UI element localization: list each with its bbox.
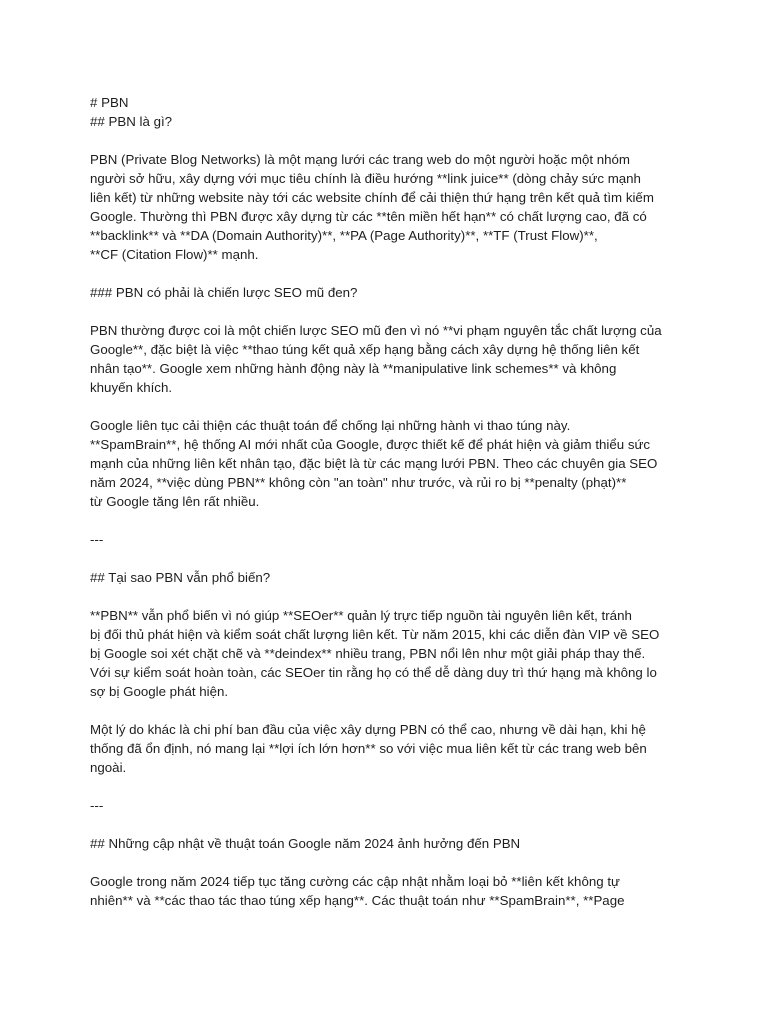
blank-line xyxy=(90,777,690,796)
blank-line xyxy=(90,701,690,720)
text-line: bị đối thủ phát hiện và kiểm soát chất lượng liên kết. Từ năm 2015, khi các diễn đàn VIP về SEO xyxy=(90,627,660,642)
heading-1: # PBN xyxy=(90,95,129,110)
text-line: nhiên** và **các thao tác thao túng xếp hạng**. Các thuật toán như **SpamBrain**, **Page xyxy=(90,893,625,908)
blank-line xyxy=(90,131,690,150)
text-line: Google trong năm 2024 tiếp tục tăng cường các cập nhật nhằm loại bỏ **liên kết không tự xyxy=(90,874,620,889)
text-line: Google. Thường thì PBN được xây dựng từ các **tên miền hết hạn** có chất lượng cao, đã có xyxy=(90,209,647,224)
text-line: **PBN** vẫn phổ biến vì nó giúp **SEOer** quản lý trực tiếp nguồn tài nguyên liên kết, tránh xyxy=(90,608,632,623)
text-line: năm 2024, **việc dùng PBN** không còn "an toàn" như trước, và rủi ro bị **penalty (phạt)** xyxy=(90,475,627,490)
text-line: từ Google tăng lên rất nhiều. xyxy=(90,494,260,509)
text-line: mạnh của những liên kết nhân tạo, đặc biệt là từ các mạng lưới PBN. Theo các chuyên gia SEO xyxy=(90,456,658,471)
text-line: khuyến khích. xyxy=(90,380,173,395)
blank-line xyxy=(90,397,690,416)
text-line: liên kết) từ những website này tới các website chính để cải thiện thứ hạng trên kết quả tìm kiếm xyxy=(90,190,654,205)
text-line: thống đã ổn định, nó mang lại **lợi ích lớn hơn** so với việc mua liên kết từ các trang web bên xyxy=(90,741,647,756)
text-line: Một lý do khác là chi phí ban đầu của việc xây dựng PBN có thể cao, nhưng về dài hạn, khi hệ xyxy=(90,722,646,737)
document-page xyxy=(90,93,690,910)
blank-line xyxy=(90,549,690,568)
blank-line xyxy=(90,511,690,530)
blank-line xyxy=(90,815,690,834)
text-line: **CF (Citation Flow)** mạnh. xyxy=(90,247,259,262)
text-line: Với sự kiểm soát hoàn toàn, các SEOer tin rằng họ có thể dễ dàng duy trì thứ hạng mà không lo xyxy=(90,665,657,680)
text-line: **backlink** và **DA (Domain Authority)**, **PA (Page Authority)**, **TF (Trust Flow)**, xyxy=(90,228,598,243)
heading-2: ## Những cập nhật về thuật toán Google năm 2024 ảnh hưởng đến PBN xyxy=(90,836,521,851)
horizontal-rule: --- xyxy=(90,532,104,547)
text-line: Google liên tục cải thiện các thuật toán để chống lại những hành vi thao túng này. xyxy=(90,418,571,433)
text-line: bị Google soi xét chặt chẽ và **deindex** nhiều trang, PBN nổi lên như một giải pháp thay thế. xyxy=(90,646,646,661)
text-line: **SpamBrain**, hệ thống AI mới nhất của Google, được thiết kế để phát hiện và giảm thiểu sức xyxy=(90,437,651,452)
text-line: người sở hữu, xây dựng với mục tiêu chính là điều hướng **link juice** (dòng chảy sức mạnh xyxy=(90,171,641,186)
heading-2: ## PBN là gì? xyxy=(90,114,173,129)
horizontal-rule: --- xyxy=(90,798,104,813)
text-line: nhân tạo**. Google xem những hành động này là **manipulative link schemes** và không xyxy=(90,361,617,376)
text-line: PBN thường được coi là một chiến lược SEO mũ đen vì nó **vi phạm nguyên tắc chất lượng của xyxy=(90,323,662,338)
text-line: Google**, đặc biệt là việc **thao túng kết quả xếp hạng bằng cách xây dựng hệ thống liên kết xyxy=(90,342,640,357)
text-line: ngoài. xyxy=(90,760,127,775)
heading-3: ### PBN có phải là chiến lược SEO mũ đen? xyxy=(90,285,358,300)
text-line: PBN (Private Blog Networks) là một mạng lưới các trang web do một người hoặc một nhóm xyxy=(90,152,630,167)
blank-line xyxy=(90,264,690,283)
blank-line xyxy=(90,587,690,606)
heading-2: ## Tại sao PBN vẫn phổ biến? xyxy=(90,570,271,585)
blank-line xyxy=(90,302,690,321)
blank-line xyxy=(90,853,690,872)
text-line: sợ bị Google phát hiện. xyxy=(90,684,229,699)
